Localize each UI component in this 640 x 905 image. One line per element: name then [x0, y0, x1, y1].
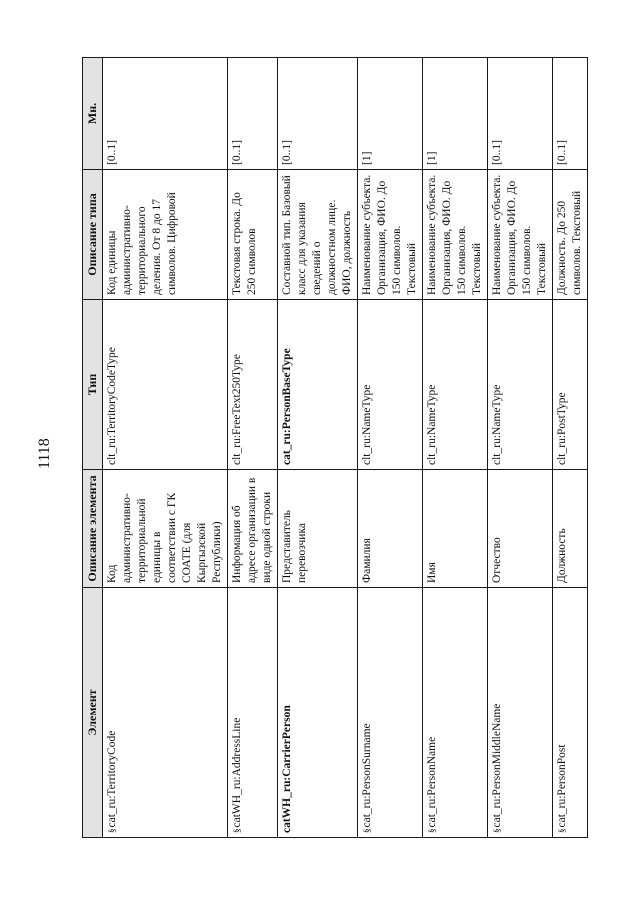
table-row	[423, 58, 488, 838]
type-cell: cat_ru:PersonBaseType	[278, 300, 358, 470]
table-row	[358, 58, 423, 838]
type-cell: clt_ru:NameType	[488, 300, 553, 470]
element-name: cat_ru:PersonSurname	[361, 723, 373, 828]
element-spec-table	[82, 57, 588, 838]
rotated-table-sheet	[82, 58, 583, 838]
element-name: cat_ru:PersonName	[426, 736, 438, 828]
element-cell	[488, 588, 553, 838]
page-number: 1118	[36, 438, 53, 469]
element-description-cell: Код административно-территориальной единицы в соответствии с ГК СОАТЕ (для Кыргызской Республики)	[103, 470, 228, 588]
section-marker: §	[232, 828, 242, 833]
table-row	[488, 58, 553, 838]
element-name: cat_ru:TerritoryCode	[106, 730, 118, 828]
multiplicity-cell: [0..1]	[103, 58, 228, 170]
header-element: Элемент	[83, 588, 103, 838]
type-description-cell: Текстовая строка. До 250 символов	[228, 170, 278, 300]
table-row	[228, 58, 278, 838]
section-marker: §	[492, 828, 502, 833]
type-description-cell: Код единицы административно-территориального деления. От 8 до 17 символов. Цифровой	[103, 170, 228, 300]
element-description-cell: Отчество	[488, 470, 553, 588]
element-cell	[278, 588, 358, 838]
table-header-row	[83, 58, 103, 838]
type-cell: clt_ru:PostType	[553, 300, 588, 470]
type-cell: clt_ru:NameType	[423, 300, 488, 470]
element-description-cell: Имя	[423, 470, 488, 588]
element-cell	[423, 588, 488, 838]
multiplicity-cell: [1]	[358, 58, 423, 170]
header-multiplicity: Мн.	[83, 58, 103, 170]
element-cell	[228, 588, 278, 838]
type-description-cell: Должность. До 250 символов. Текстовый	[553, 170, 588, 300]
header-type: Тип	[83, 300, 103, 470]
multiplicity-cell: [0..1]	[488, 58, 553, 170]
type-cell: clt_ru:FreeText250Type	[228, 300, 278, 470]
element-name: cat_ru:PersonPost	[556, 744, 568, 828]
element-description-cell: Фамилия	[358, 470, 423, 588]
section-marker: §	[107, 828, 117, 833]
element-description-cell: Должность	[553, 470, 588, 588]
header-element-description: Описание элемента	[83, 470, 103, 588]
element-name: catWH_ru:AddressLine	[231, 717, 243, 828]
multiplicity-cell: [0..1]	[228, 58, 278, 170]
type-description-cell: Наименование субъекта. Организация, ФИО. До 150 символов. Текстовый	[358, 170, 423, 300]
multiplicity-cell: [0..1]	[553, 58, 588, 170]
multiplicity-cell: [1]	[423, 58, 488, 170]
section-marker: §	[557, 828, 567, 833]
element-cell	[553, 588, 588, 838]
element-cell	[103, 588, 228, 838]
table-row	[553, 58, 588, 838]
table-row	[103, 58, 228, 838]
type-description-cell: Составной тип. Базовый класс для указания сведений о должностном лице. ФИО, должность	[278, 170, 358, 300]
table-row	[278, 58, 358, 838]
multiplicity-cell: [0..1]	[278, 58, 358, 170]
type-description-cell: Наименование субъекта. Организация, ФИО. До 150 символов. Текстовый	[488, 170, 553, 300]
header-type-description: Описание типа	[83, 170, 103, 300]
type-description-cell: Наименование субъекта. Организация, ФИО. До 150 символов. Текстовый	[423, 170, 488, 300]
type-cell: clt_ru:TerritoryCodeType	[103, 300, 228, 470]
element-description-cell: Информация об адресе организации в виде одной строки	[228, 470, 278, 588]
element-description-cell: Представитель перевозчика	[278, 470, 358, 588]
section-marker: §	[362, 828, 372, 833]
element-cell	[358, 588, 423, 838]
section-marker: §	[427, 828, 437, 833]
element-name: catWH_ru:CarrierPerson	[281, 705, 293, 833]
type-cell: clt_ru:NameType	[358, 300, 423, 470]
element-name: cat_ru:PersonMiddleName	[491, 703, 503, 828]
